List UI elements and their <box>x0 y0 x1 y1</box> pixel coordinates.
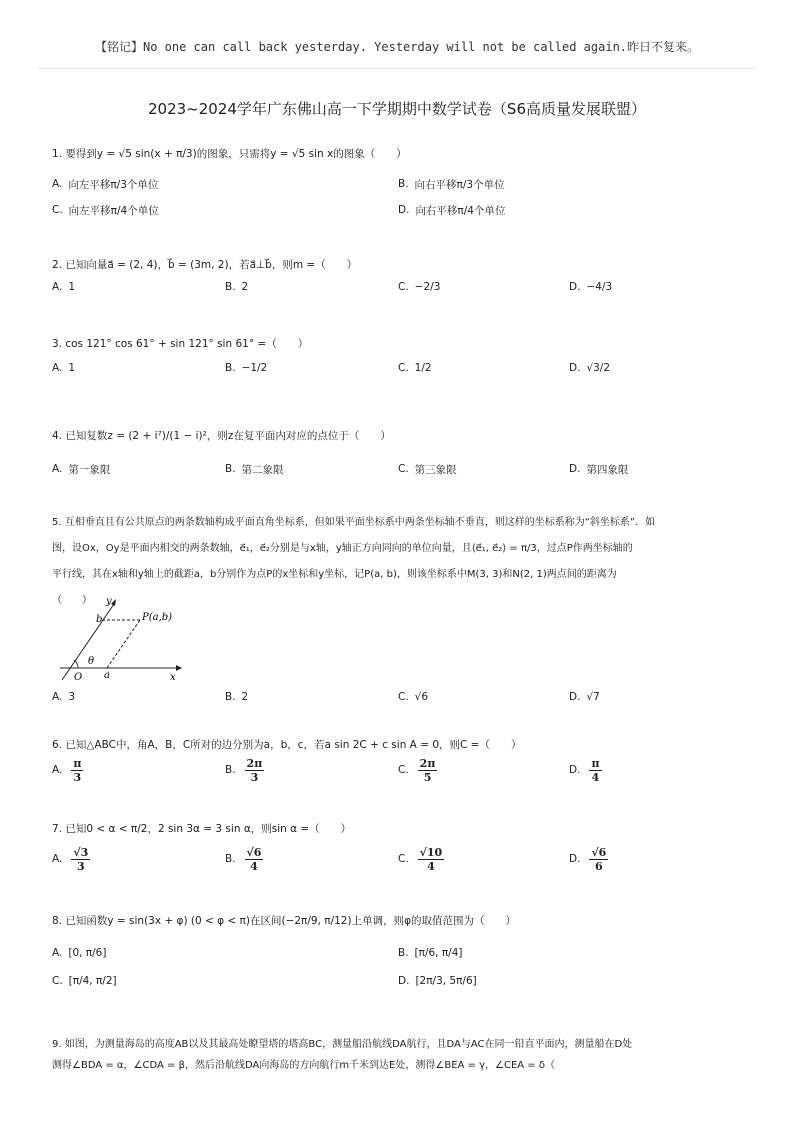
fraction-denominator: 3 <box>76 859 85 873</box>
option-fraction <box>418 846 445 873</box>
exam-title: 2023~2024学年广东佛山高一下学期期中数学试卷（S6高质量发展联盟） <box>148 100 646 118</box>
option-text: 向右平移π/3个单位 <box>414 178 505 191</box>
option-label: D. <box>569 281 581 293</box>
stem-line: （ ） <box>52 595 92 606</box>
label-x: x <box>170 672 176 682</box>
question-2-option-c[interactable] <box>398 270 440 304</box>
option-label: D. <box>569 764 581 776</box>
option-label: B. <box>225 853 236 865</box>
option-text: 向右平移π/4个单位 <box>415 204 506 217</box>
option-label: A. <box>52 853 63 865</box>
motto-banner: 【铭记】No one can call back yesterday. Yesterday will not be called again.昨日不复来。 <box>94 40 700 54</box>
label-a: a <box>104 670 110 681</box>
option-text: √6 <box>414 691 429 703</box>
question-8-option-d[interactable] <box>398 964 477 998</box>
question-4-option-d[interactable] <box>569 452 628 486</box>
question-4-options <box>52 452 752 486</box>
question-4-option-b[interactable] <box>225 452 284 486</box>
option-label: B. <box>398 178 409 190</box>
question-4-option-c[interactable] <box>398 452 457 486</box>
stem-line: 图，设Ox，Oy是平面内相交的两条数轴，e⃗₁，e⃗₂分别是与x轴，y轴正方向同向的单位向量，且⟨e⃗₁, e⃗₂⟩ = π/3，过点P作两坐标轴的 <box>52 543 633 554</box>
option-label: A. <box>52 463 63 475</box>
fraction-denominator: 3 <box>250 770 259 784</box>
option-text: √7 <box>586 691 600 703</box>
option-label: C. <box>398 362 409 374</box>
option-text: 第三象限 <box>414 463 457 476</box>
option-text: 第二象限 <box>241 463 284 476</box>
question-1-options-row-2 <box>52 193 752 227</box>
option-text: 1 <box>68 362 76 374</box>
stem-line: 9. 如图，为测量海岛的高度AB以及其最高处瞭望塔的塔高BC，测量船沿航线DA航行，且DA与AC在同一铅直平面内，测量船在D处 <box>52 1039 633 1050</box>
stem-line: 测得∠BDA = α，∠CDA = β，然后沿航线DA向海岛的方向航行m千米到达E处，测得∠BEA = γ，∠CEA = δ（ <box>52 1060 555 1071</box>
option-text: 第四象限 <box>586 463 629 476</box>
option-text: 1/2 <box>414 362 432 374</box>
question-2-stem: 2. 已知向量a⃗ = (2, 4)，b⃗ = (3m, 2)，若a⃗⊥b⃗，则m =（ ） <box>52 259 358 271</box>
question-2-option-d[interactable] <box>569 270 612 304</box>
question-2-option-a[interactable] <box>52 270 75 304</box>
question-8-stem: 8. 已知函数y = sin(3x + φ) (0 < φ < π)在区间(−2π/9, π/12)上单调，则φ的取值范围为（ ） <box>52 915 517 927</box>
question-6-option-c[interactable] <box>398 753 440 787</box>
option-label: C. <box>398 463 409 475</box>
question-3-options <box>52 351 752 385</box>
fraction-numerator: √6 <box>246 845 262 859</box>
fraction-numerator: √3 <box>73 845 89 859</box>
question-5-option-d[interactable] <box>569 680 600 714</box>
question-6-option-b[interactable] <box>225 753 267 787</box>
option-label: D. <box>569 463 581 475</box>
option-label: A. <box>52 178 63 190</box>
question-6-option-a[interactable] <box>52 753 86 787</box>
question-2-options <box>52 270 752 304</box>
stem-line: 5. 互相垂直且有公共原点的两条数轴构成平面直角坐标系，但如果平面坐标系中两条坐标轴不垂直，则这样的坐标系称为“斜坐标系”．如 <box>52 517 656 528</box>
fraction-denominator: 6 <box>595 859 603 873</box>
option-label: A. <box>52 691 63 703</box>
option-fraction <box>71 757 83 784</box>
option-text: 第一象限 <box>68 463 111 476</box>
option-text: [π/6, π/4] <box>414 947 463 959</box>
fraction-denominator: 5 <box>423 770 432 784</box>
label-p: P(a,b) <box>142 612 173 623</box>
question-1-option-c[interactable] <box>52 193 159 227</box>
option-text: 2 <box>241 281 249 293</box>
question-7-option-b[interactable] <box>225 842 266 876</box>
fraction-denominator: 4 <box>427 859 435 873</box>
option-text: −1/2 <box>241 362 268 374</box>
option-text: −4/3 <box>586 281 613 293</box>
option-fraction <box>589 757 601 784</box>
option-label: C. <box>398 691 409 703</box>
question-3-option-c[interactable] <box>398 351 432 385</box>
option-fraction <box>589 846 608 873</box>
option-text: 向左平移π/4个单位 <box>68 204 159 217</box>
option-label: C. <box>398 764 409 776</box>
option-label: A. <box>52 362 63 374</box>
question-5-option-b[interactable] <box>225 680 248 714</box>
option-label: C. <box>52 975 63 987</box>
header-divider <box>38 68 756 69</box>
question-4-stem: 4. 已知复数z = (2 + i⁷)/(1 − i)²，则z在复平面内对应的点位于（ ） <box>52 430 391 442</box>
question-7-option-a[interactable] <box>52 842 93 876</box>
question-5-option-c[interactable] <box>398 680 428 714</box>
fraction-denominator: 4 <box>591 770 600 784</box>
option-label: B. <box>225 281 236 293</box>
question-2-option-b[interactable] <box>225 270 248 304</box>
question-7-option-c[interactable] <box>398 842 447 876</box>
dashed-line-a <box>107 620 140 668</box>
oblique-coordinate-figure <box>52 596 192 682</box>
question-4-option-a[interactable] <box>52 452 110 486</box>
option-label: B. <box>225 691 236 703</box>
fraction-numerator: √10 <box>419 845 443 859</box>
question-7-stem: 7. 已知0 < α < π/2，2 sin 3α = 3 sin α，则sin α =（ ） <box>52 823 352 835</box>
label-o: O <box>74 672 83 682</box>
fraction-numerator: π <box>73 756 82 770</box>
option-text: [0, π/6] <box>68 947 107 959</box>
option-text: −2/3 <box>414 281 441 293</box>
stem-line: 平行线，其在x轴和y轴上的截距a，b分别作为点P的x坐标和y坐标，记P(a, b)，则该坐标系中M(3, 3)和N(2, 1)两点间的距离为 <box>52 569 617 580</box>
fraction-numerator: 2π <box>419 756 436 770</box>
option-label: A. <box>52 281 63 293</box>
option-text: [π/4, π/2] <box>68 975 117 987</box>
question-6-options <box>52 753 752 787</box>
option-label: D. <box>569 362 581 374</box>
question-8-options-row-2 <box>52 964 752 998</box>
option-label: D. <box>569 853 581 865</box>
question-3-option-d[interactable] <box>569 351 610 385</box>
option-label: C. <box>398 853 409 865</box>
question-5-options <box>52 680 752 714</box>
question-3-option-a[interactable] <box>52 351 75 385</box>
option-text: 向左平移π/3个单位 <box>68 178 159 191</box>
option-label: B. <box>225 463 236 475</box>
option-text: √3/2 <box>586 362 611 374</box>
question-3-option-b[interactable] <box>225 351 267 385</box>
option-text: [2π/3, 5π/6] <box>415 975 477 987</box>
question-9-stem <box>52 1034 752 1076</box>
question-1-option-d[interactable] <box>398 193 505 227</box>
fraction-denominator: 3 <box>73 770 82 784</box>
question-6-option-d[interactable] <box>569 753 605 787</box>
option-text: 2 <box>241 691 249 703</box>
option-label: D. <box>398 204 410 216</box>
fraction-numerator: √6 <box>591 845 607 859</box>
question-1-stem: 1. 要得到y = √5 sin(x + π/3)的图象，只需将y = √5 sin x的图象（ ） <box>52 148 407 160</box>
option-fraction <box>71 846 90 873</box>
option-fraction <box>418 757 438 784</box>
fraction-numerator: π <box>591 756 600 770</box>
y-axis <box>62 604 114 680</box>
label-theta: θ <box>88 656 95 667</box>
option-label: C. <box>398 281 409 293</box>
option-text: 1 <box>68 281 76 293</box>
option-label: A. <box>52 947 63 959</box>
fraction-denominator: 4 <box>250 859 258 873</box>
option-text: 3 <box>68 691 76 703</box>
option-label: B. <box>225 764 236 776</box>
label-y: y <box>106 596 112 607</box>
option-label: A. <box>52 764 63 776</box>
y-axis-arrow <box>111 599 116 606</box>
label-b: b <box>96 614 103 625</box>
option-fraction <box>245 846 264 873</box>
fraction-numerator: 2π <box>246 756 263 770</box>
question-6-stem: 6. 已知△ABC中，角A，B，C所对的边分别为a，b，c，若a sin 2C + c sin A = 0，则C =（ ） <box>52 739 522 751</box>
question-7-options <box>52 842 752 876</box>
option-label: D. <box>398 975 410 987</box>
x-axis-arrow <box>176 665 182 671</box>
option-fraction <box>245 757 265 784</box>
question-8-option-c[interactable] <box>52 964 117 998</box>
question-7-option-d[interactable] <box>569 842 611 876</box>
option-label: D. <box>569 691 581 703</box>
option-label: B. <box>225 362 236 374</box>
question-3-stem: 3. cos 121° cos 61° + sin 121° sin 61° =（ ） <box>52 338 309 350</box>
question-5-option-a[interactable] <box>52 680 75 714</box>
option-label: C. <box>52 204 63 216</box>
option-label: B. <box>398 947 409 959</box>
